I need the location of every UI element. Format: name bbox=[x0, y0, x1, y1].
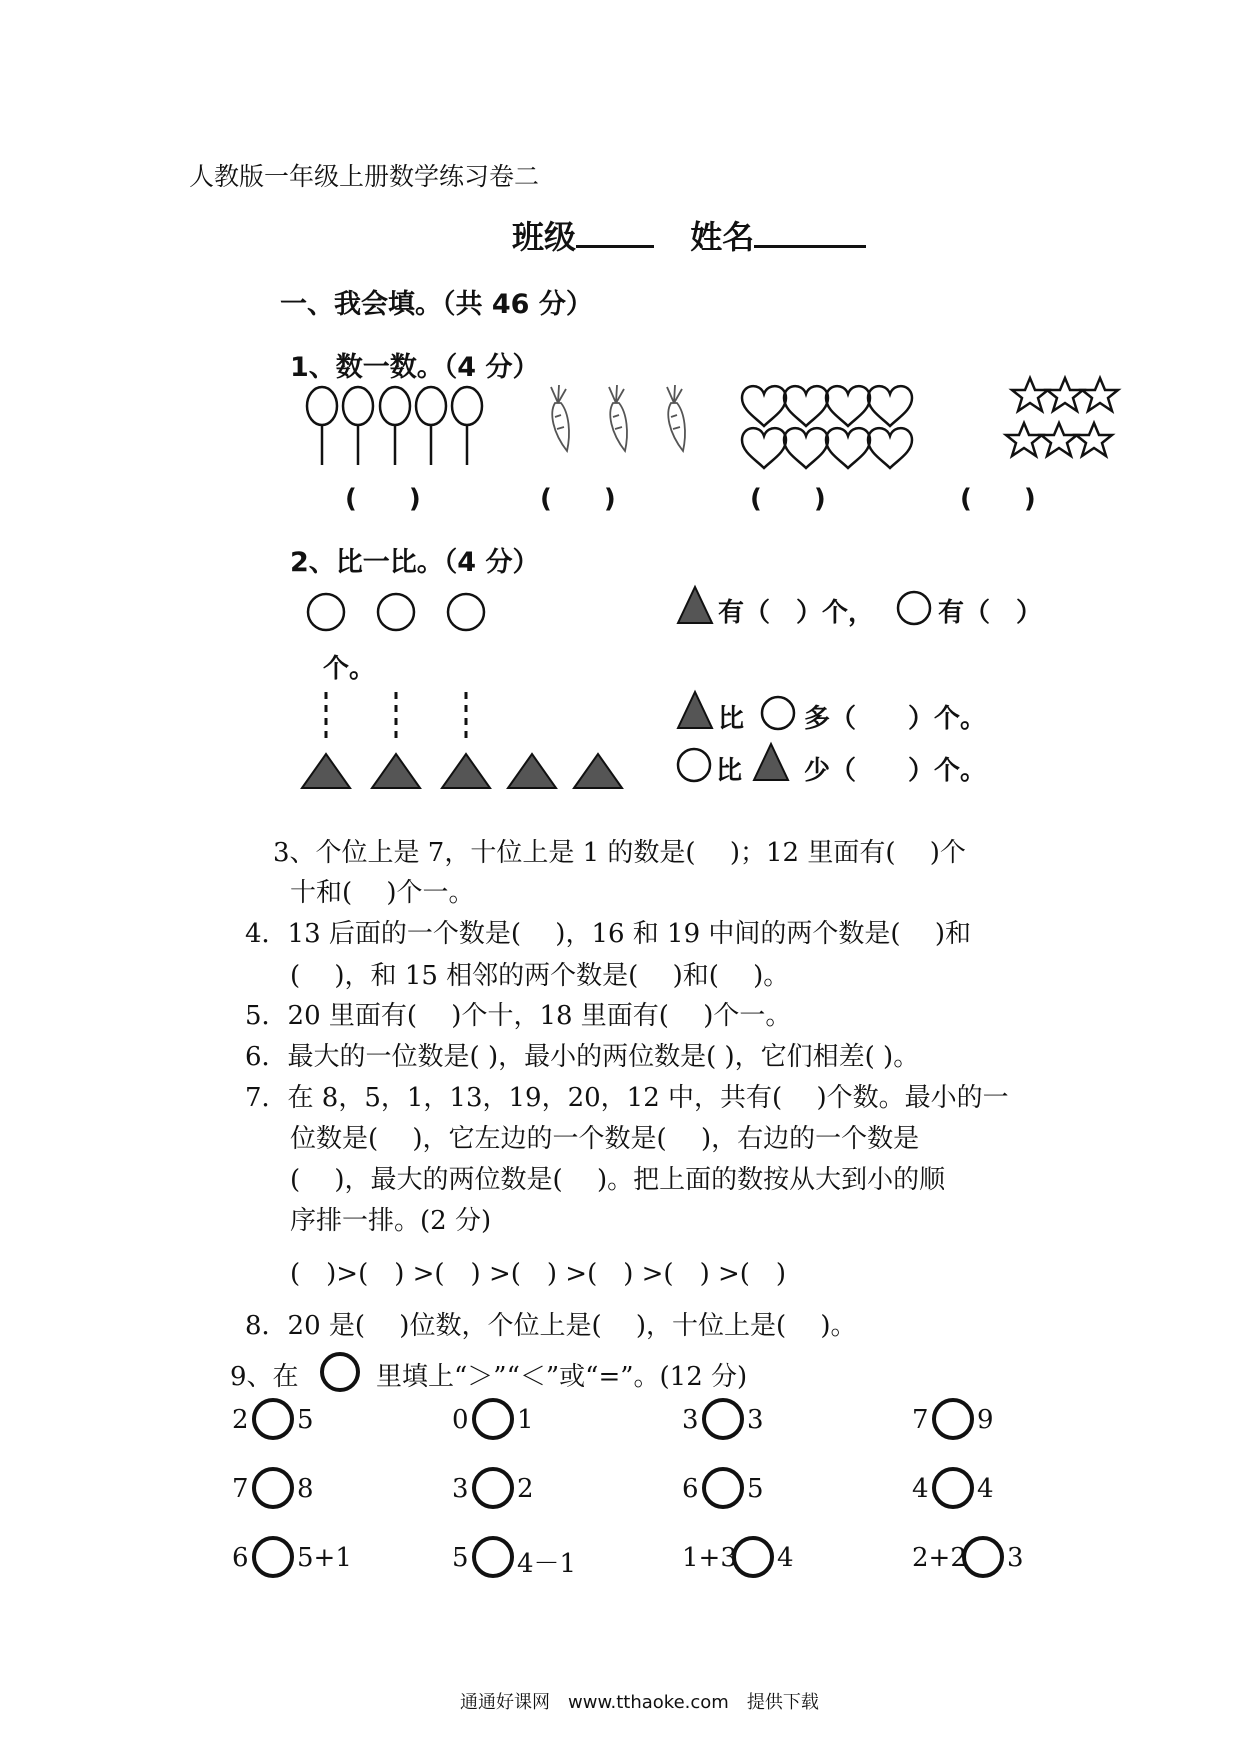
q9-left-value: 6 bbox=[232, 1543, 249, 1573]
circle-icon bbox=[896, 590, 936, 630]
circle-icon bbox=[676, 747, 716, 787]
circle-icon bbox=[308, 594, 344, 630]
compare-circle-input[interactable] bbox=[931, 1397, 977, 1443]
compare-circle-input[interactable] bbox=[471, 1397, 517, 1443]
compare-circle-input[interactable] bbox=[471, 1466, 517, 1512]
q9-right-value: 4 bbox=[777, 1543, 794, 1573]
q9-right-value: 3 bbox=[747, 1405, 764, 1435]
compare-circle-input[interactable] bbox=[251, 1397, 297, 1443]
q7-order-line[interactable]: ( )>( ) >( ) >( ) >( ) >( ) >( ) bbox=[290, 1259, 787, 1289]
stars-figure bbox=[1000, 375, 1130, 465]
q9-left-value: 2 bbox=[232, 1405, 249, 1435]
q2-line1-b: 有（ ） bbox=[938, 598, 1043, 628]
circle-icon bbox=[760, 695, 800, 735]
compare-circle-input[interactable] bbox=[251, 1535, 297, 1581]
q2-title: 2、比一比。（4 分） bbox=[290, 547, 540, 578]
circle-icon bbox=[378, 594, 414, 630]
q1-answer-hearts[interactable]: ( ) bbox=[750, 484, 826, 514]
q9-left-value: 7 bbox=[912, 1405, 929, 1435]
q2-line2-a: 比 bbox=[718, 704, 745, 734]
heart-icon bbox=[868, 386, 912, 426]
section-title: 一、我会填。（共 46 分） bbox=[280, 289, 593, 320]
q9-right-value: 5 bbox=[297, 1405, 314, 1435]
star-icon bbox=[1047, 378, 1083, 411]
balloon-icon bbox=[380, 387, 410, 425]
triangle-icon bbox=[508, 754, 556, 788]
carrots-figure bbox=[535, 385, 705, 465]
compare-circle-input[interactable] bbox=[731, 1535, 777, 1581]
name-label: 姓名 bbox=[690, 218, 755, 256]
heart-icon bbox=[784, 386, 828, 426]
q2-line3-b: 少（ ）个。 bbox=[804, 756, 987, 786]
q9-left-value: 1+3 bbox=[682, 1543, 737, 1573]
triangle-icon bbox=[574, 754, 622, 788]
triangle-icon bbox=[676, 690, 716, 730]
q3-line1: 3、个位上是 7，十位上是 1 的数是( )；12 里面有( )个 bbox=[273, 838, 966, 868]
q6: 6．最大的一位数是( )，最小的两位数是( )，它们相差( )。 bbox=[245, 1042, 920, 1072]
q9-right-value: 8 bbox=[297, 1474, 314, 1504]
q1-answer-carrots[interactable]: ( ) bbox=[540, 484, 616, 514]
balloons-figure bbox=[300, 380, 490, 472]
heart-icon bbox=[826, 428, 870, 468]
q9-left-value: 7 bbox=[232, 1474, 249, 1504]
triangle-icon bbox=[752, 742, 792, 782]
q7-line3: ( )，最大的两位数是( )。把上面的数按从大到小的顺 bbox=[290, 1165, 946, 1195]
q9-right-value: 4 bbox=[977, 1474, 994, 1504]
q7-line2: 位数是( )，它左边的一个数是( )，右边的一个数是 bbox=[290, 1124, 920, 1154]
q9-left-value: 0 bbox=[452, 1405, 469, 1435]
q5: 5．20 里面有( )个十，18 里面有( )个一。 bbox=[245, 1001, 792, 1031]
q9-right-value: 5 bbox=[747, 1474, 764, 1504]
balloon-icon bbox=[416, 387, 446, 425]
class-label: 班级 bbox=[512, 218, 577, 256]
q2-line2-b: 多（ ）个。 bbox=[804, 704, 987, 734]
circles-row bbox=[300, 590, 500, 640]
compare-circle-input[interactable] bbox=[701, 1466, 747, 1512]
compare-circle-input[interactable] bbox=[961, 1535, 1007, 1581]
document-title: 人教版一年级上册数学练习卷二 bbox=[189, 162, 540, 191]
q3-line2: 十和( )个一。 bbox=[290, 878, 475, 908]
q9-right-value: 4－1 bbox=[517, 1549, 577, 1579]
q9-title-b: 里填上“＞”“＜”或“=”。(12 分) bbox=[376, 1362, 748, 1392]
star-icon bbox=[1006, 423, 1042, 456]
q1-answer-stars[interactable]: ( ) bbox=[960, 484, 1036, 514]
hearts-figure bbox=[740, 380, 925, 470]
q9-right-value: 2 bbox=[517, 1474, 534, 1504]
balloon-icon bbox=[307, 387, 337, 425]
q2-line1-a: 有（ ）个， bbox=[718, 598, 875, 628]
star-icon bbox=[1082, 378, 1118, 411]
triangle-icon bbox=[372, 754, 420, 788]
compare-circle-input[interactable] bbox=[931, 1466, 977, 1512]
star-icon bbox=[1076, 423, 1112, 456]
q9-right-value: 1 bbox=[517, 1405, 534, 1435]
q9-left-value: 3 bbox=[452, 1474, 469, 1504]
star-icon bbox=[1041, 423, 1077, 456]
carrot-icon bbox=[551, 385, 569, 451]
q8: 8．20 是( )位数，个位上是( )，十位上是( )。 bbox=[245, 1311, 857, 1341]
q9-left-value: 4 bbox=[912, 1474, 929, 1504]
star-icon bbox=[1012, 378, 1048, 411]
circle-icon bbox=[448, 594, 484, 630]
q2-line3-a: 比 bbox=[716, 756, 743, 786]
heart-icon bbox=[868, 428, 912, 468]
q9-left-value: 2+2 bbox=[912, 1543, 967, 1573]
q9-left-value: 5 bbox=[452, 1543, 469, 1573]
q1-title: 1、数一数。（4 分） bbox=[290, 352, 540, 383]
name-blank bbox=[754, 215, 866, 248]
carrot-icon bbox=[667, 385, 685, 451]
footer: 通通好课网 www.tthaoke.com 提供下载 bbox=[460, 1692, 819, 1713]
triangles-row bbox=[300, 690, 640, 795]
heart-icon bbox=[784, 428, 828, 468]
class-name-line bbox=[512, 212, 866, 258]
q9-right-value: 9 bbox=[977, 1405, 994, 1435]
q9-right-value: 5+1 bbox=[297, 1543, 352, 1573]
q9-left-value: 3 bbox=[682, 1405, 699, 1435]
circle-icon bbox=[320, 1352, 364, 1396]
compare-circle-input[interactable] bbox=[701, 1397, 747, 1443]
compare-circle-input[interactable] bbox=[251, 1466, 297, 1512]
q7-line1: 7．在 8，5，1，13，19，20，12 中，共有( )个数。最小的一 bbox=[245, 1083, 1009, 1113]
q1-answer-balloons[interactable]: ( ) bbox=[345, 484, 421, 514]
q9-left-value: 6 bbox=[682, 1474, 699, 1504]
triangle-icon bbox=[676, 585, 716, 625]
compare-circle-input[interactable] bbox=[471, 1535, 517, 1581]
q9-title-a: 9、在 bbox=[230, 1362, 299, 1392]
class-blank bbox=[576, 215, 654, 248]
heart-icon bbox=[742, 386, 786, 426]
balloon-icon bbox=[452, 387, 482, 425]
triangle-icon bbox=[442, 754, 490, 788]
triangle-icon bbox=[302, 754, 350, 788]
heart-icon bbox=[826, 386, 870, 426]
q4-line1: 4．13 后面的一个数是( )，16 和 19 中间的两个数是( )和 bbox=[245, 919, 971, 949]
carrot-icon bbox=[609, 385, 627, 451]
q7-line4: 序排一排。(2 分) bbox=[290, 1206, 492, 1236]
q9-right-value: 3 bbox=[1007, 1543, 1024, 1573]
q2-line1-c: 个。 bbox=[323, 654, 376, 684]
q4-line2: ( )，和 15 相邻的两个数是( )和( )。 bbox=[290, 961, 790, 991]
heart-icon bbox=[742, 428, 786, 468]
balloon-icon bbox=[343, 387, 373, 425]
